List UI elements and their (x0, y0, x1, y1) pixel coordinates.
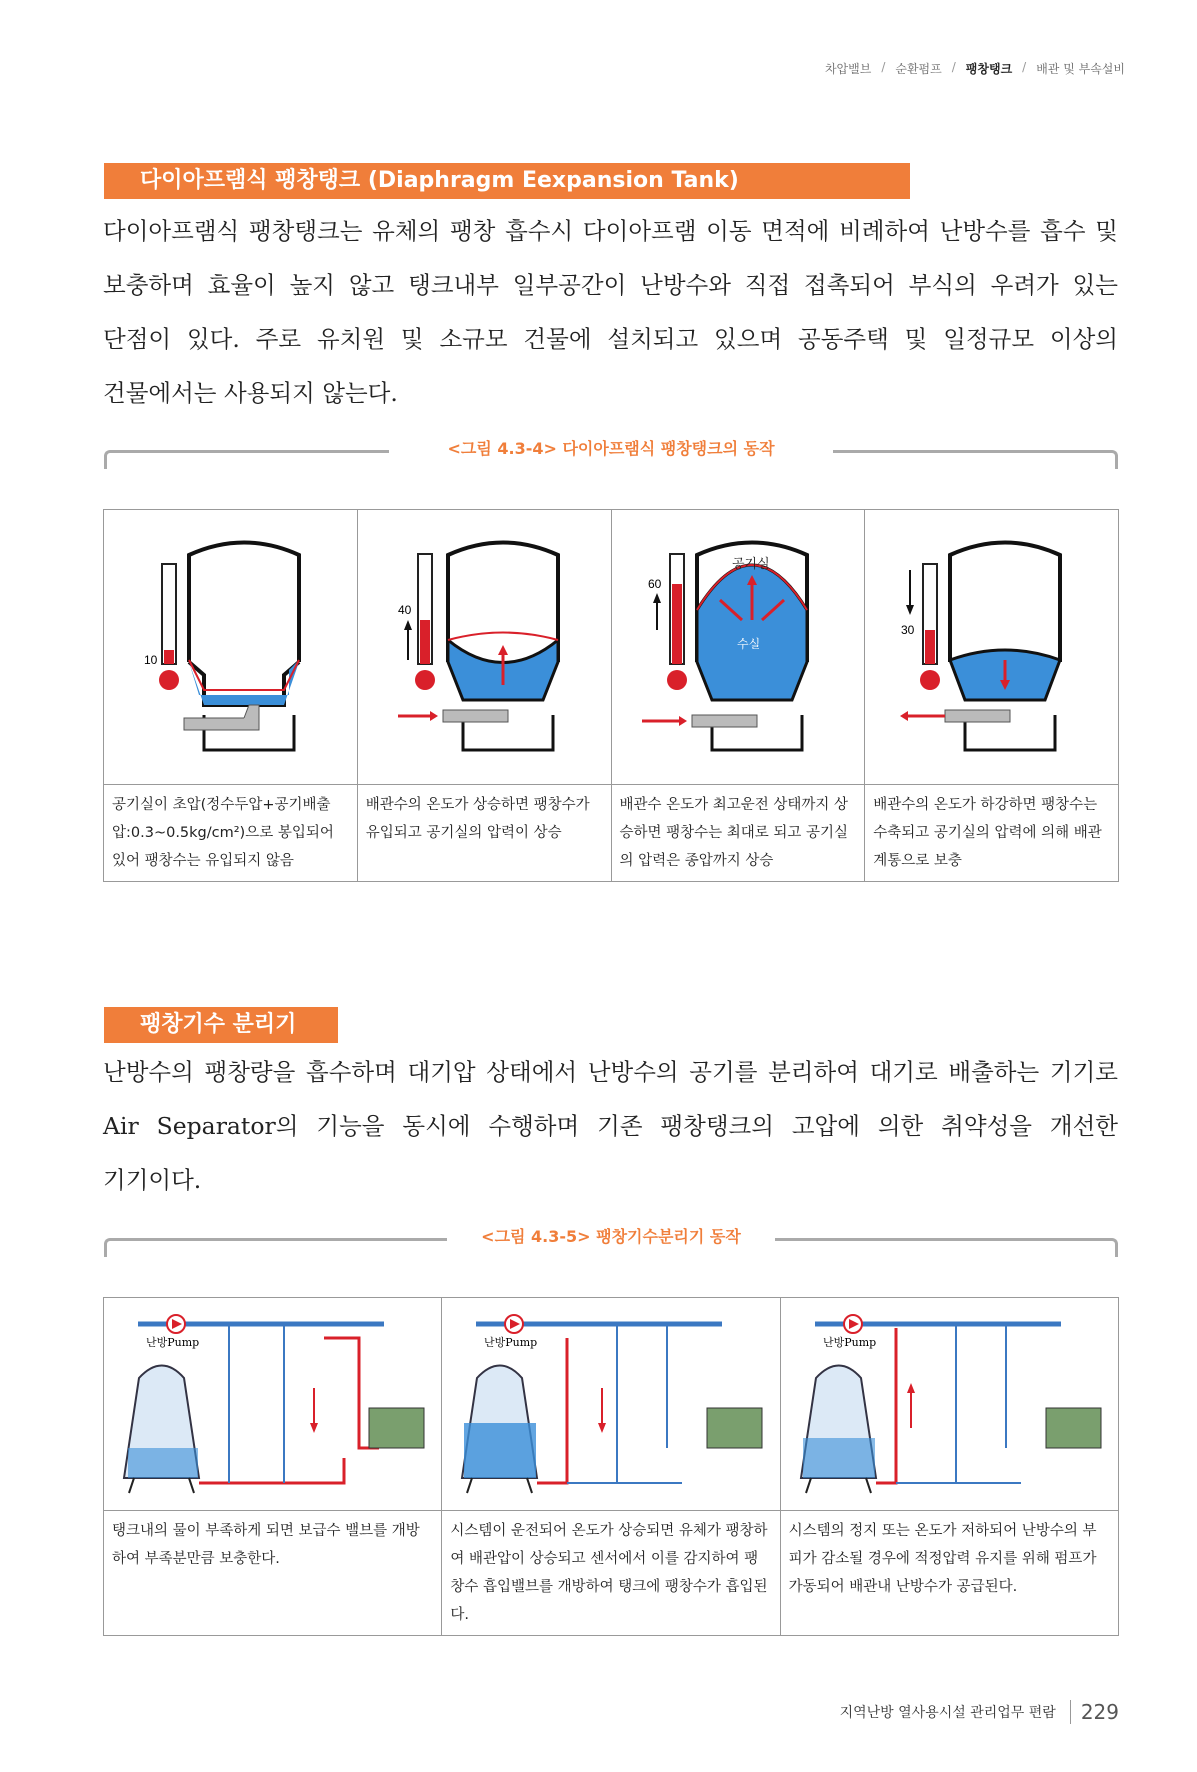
diaphragm-panel-3 (611, 510, 865, 785)
separator-panel-3 (780, 1298, 1118, 1511)
temp-label: 30 (901, 623, 915, 637)
figure-caption (104, 1224, 1118, 1252)
panel-description: 시스템의 정지 또는 온도가 저하되어 난방수의 부피가 감소될 경우에 적정압력 유지를 위해 펌프가 가동되어 배관내 난방수가 공급된다. (780, 1511, 1118, 1636)
figure-caption-text: <그림 4.3-5> 팽창기수분리기 동작 (481, 1227, 741, 1246)
separator-figure-table (103, 1297, 1119, 1636)
pump-label: 난방Pump (822, 1336, 876, 1349)
diaphragm-panel-1 (104, 510, 358, 785)
page-number: 229 (1070, 1700, 1119, 1724)
figure-caption (104, 436, 1118, 464)
diaphragm-panel-2 (357, 510, 611, 785)
section-title: 팽창기수 분리기 (104, 1007, 338, 1043)
footer-title: 지역난방 열사용시설 관리업무 편람 (839, 1705, 1056, 1721)
pump-label: 난방Pump (484, 1336, 538, 1349)
diaphragm-figure-table (103, 509, 1119, 882)
section-body: 난방수의 팽창량을 흡수하며 대기압 상태에서 난방수의 공기를 분리하여 대기로 배출하는 기기로 Air Separator의 기능을 동시에 수행하며 기존 팽창탱크의 고압에 의한 취약성을 개선한 기기이다. (103, 1058, 1118, 1194)
panel-description: 배관수의 온도가 상승하면 팽창수가 유입되고 공기실의 압력이 상승 (357, 785, 611, 882)
separator-panel-2 (442, 1298, 780, 1511)
diaphragm-panel-4 (865, 510, 1119, 785)
panel-description: 배관수의 온도가 하강하면 팽창수는 수축되고 공기실의 압력에 의해 배관계통으로 보충 (865, 785, 1119, 882)
panel-description: 시스템이 운전되어 온도가 상승되면 유체가 팽창하여 배관압이 상승되고 센서에서 이를 감지하여 팽창수 흡입밸브를 개방하여 탱크에 팽창수가 흡입된다. (442, 1511, 780, 1636)
temp-label: 40 (397, 603, 412, 617)
page-footer (840, 1700, 1119, 1724)
temp-label: 10 (144, 653, 158, 667)
breadcrumb-item: 배관 및 부속설비 (1036, 62, 1125, 76)
breadcrumb-item: 순환펌프 (895, 62, 942, 76)
breadcrumb: 차압밸브 / 순환펌프 / 팽창탱크 / 배관 및 부속설비 (824, 60, 1125, 76)
separator-panel-1 (104, 1298, 442, 1511)
breadcrumb-item: 차압밸브 (824, 62, 872, 76)
section-title: 다이아프램식 팽창탱크 (Diaphragm Eexpansion Tank) (104, 163, 910, 199)
water-chamber-label: 수실 (736, 637, 760, 651)
temp-label: 60 (647, 577, 661, 591)
panel-description: 탱크내의 물이 부족하게 되면 보급수 밸브를 개방하여 부족분만큼 보충한다. (104, 1511, 442, 1636)
figure-caption-text: <그림 4.3-4> 다이아프램식 팽창탱크의 동작 (447, 439, 775, 458)
section-body: 다이아프램식 팽창탱크는 유체의 팽창 흡수시 다이아프램 이동 면적에 비례하여 난방수를 흡수 및 보충하며 효율이 높지 않고 탱크내부 일부공간이 난방수와 직접 접촉되어 부식의 우려가 있는 단점이 있다. 주로 유치원 및 소규모 건물에 설치되고 있으며 공동주택 및 일정규모 이상의 건물에서는 사용되지 않는다. (103, 217, 1118, 407)
panel-description: 배관수 온도가 최고운전 상태까지 상승하면 팽창수는 최대로 되고 공기실의 압력은 종압까지 상승 (611, 785, 865, 882)
air-chamber-label: 공기실 (731, 557, 770, 572)
breadcrumb-item-current: 팽창탱크 (965, 62, 1013, 76)
pump-label: 난방Pump (146, 1336, 200, 1349)
panel-description: 공기실이 초압(정수두압+공기배출압:0.3~0.5kg/cm²)으로 봉입되어 있어 팽창수는 유입되지 않음 (104, 785, 358, 882)
